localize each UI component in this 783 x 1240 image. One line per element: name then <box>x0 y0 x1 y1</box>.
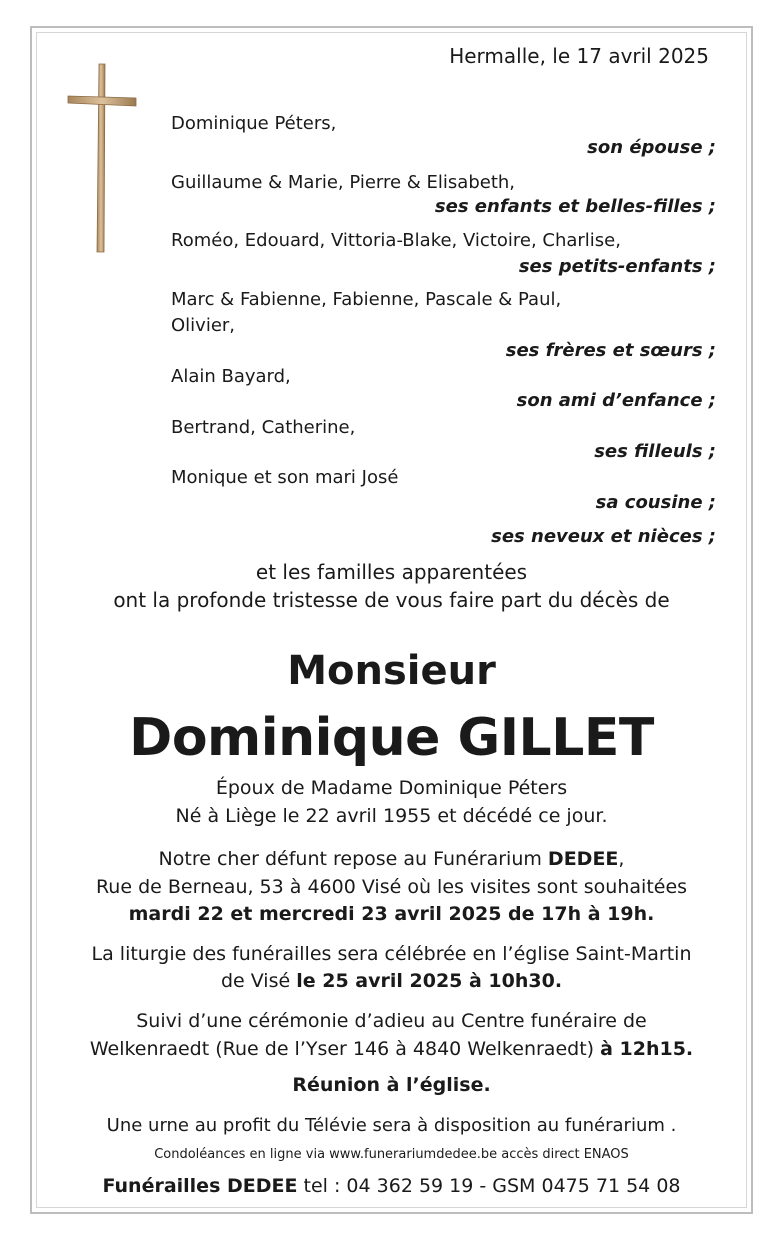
family-relation: ses frères et sœurs ; <box>505 340 716 361</box>
latin-cross-icon <box>66 62 138 254</box>
liturgy-line: La liturgie des funérailles sera célébrée en l’église Saint-Martin <box>91 943 692 965</box>
visitation-line <box>0 848 783 870</box>
deceased-name: Dominique GILLET <box>129 708 654 768</box>
family-names: Roméo, Edouard, Vittoria-Blake, Victoire, Charlise, <box>171 230 621 251</box>
ceremony-place: Welkenraedt (Rue de l’Yser 146 à 4840 Welkenraedt) <box>89 1038 601 1060</box>
family-relation: sa cousine ; <box>595 492 716 513</box>
family-relation: ses filleuls ; <box>594 441 716 462</box>
family-names: Dominique Péters, <box>171 113 337 134</box>
family-names: Olivier, <box>171 315 236 336</box>
ceremony-line <box>0 1038 783 1060</box>
family-names: Marc & Fabienne, Fabienne, Pascale & Paul, <box>171 289 562 310</box>
footer-phone: tel : 04 362 59 19 - GSM 0475 71 54 08 <box>297 1175 681 1197</box>
liturgy-datetime: le 25 avril 2025 à 10h30. <box>296 970 563 992</box>
visitation-address: Rue de Berneau, 53 à 4600 Visé où les visites sont souhaitées <box>95 876 688 898</box>
date-line: Hermalle, le 17 avril 2025 <box>449 44 709 68</box>
birth-line: Né à Liège le 22 avril 1955 et décédé ce jour. <box>175 805 608 827</box>
family-relation: ses neveux et nièces ; <box>491 526 716 547</box>
footer-contact <box>0 1175 783 1197</box>
meeting-line: Réunion à l’église. <box>292 1074 491 1096</box>
ceremony-line: Suivi d’une cérémonie d’adieu au Centre funéraire de <box>136 1010 647 1032</box>
family-names: Bertrand, Catherine, <box>171 417 356 438</box>
condolences-line: Condoléances en ligne via www.funerariumdedee.be accès direct ENAOS <box>154 1147 629 1162</box>
family-relation: ses enfants et belles-filles ; <box>434 196 716 217</box>
liturgy-place: de Visé <box>220 970 297 992</box>
funeral-home-name: DEDEE <box>547 848 619 870</box>
visitation-times: mardi 22 et mercredi 23 avril 2025 de 17h à 19h. <box>128 903 655 925</box>
urn-line: Une urne au profit du Télévie sera à disposition au funérarium . <box>106 1115 677 1136</box>
deceased-title: Monsieur <box>287 648 496 694</box>
family-relation: son épouse ; <box>587 137 716 158</box>
intro-line: ont la profonde tristesse de vous faire part du décès de <box>113 588 670 612</box>
family-names: Monique et son mari José <box>171 467 399 488</box>
family-names: Guillaume & Marie, Pierre & Elisabeth, <box>171 172 516 193</box>
family-relation: ses petits-enfants ; <box>518 256 716 277</box>
liturgy-line <box>0 970 783 992</box>
spouse-line: Époux de Madame Dominique Péters <box>215 777 568 799</box>
intro-line: et les familles apparentées <box>255 560 528 584</box>
family-names: Alain Bayard, <box>171 366 291 387</box>
visitation-text: Notre cher défunt repose au Funérarium <box>158 848 548 870</box>
family-relation: son ami d’enfance ; <box>516 390 716 411</box>
ceremony-time: à 12h15. <box>600 1038 694 1060</box>
visitation-comma: , <box>618 848 625 870</box>
footer-company: Funérailles DEDEE <box>102 1175 298 1197</box>
